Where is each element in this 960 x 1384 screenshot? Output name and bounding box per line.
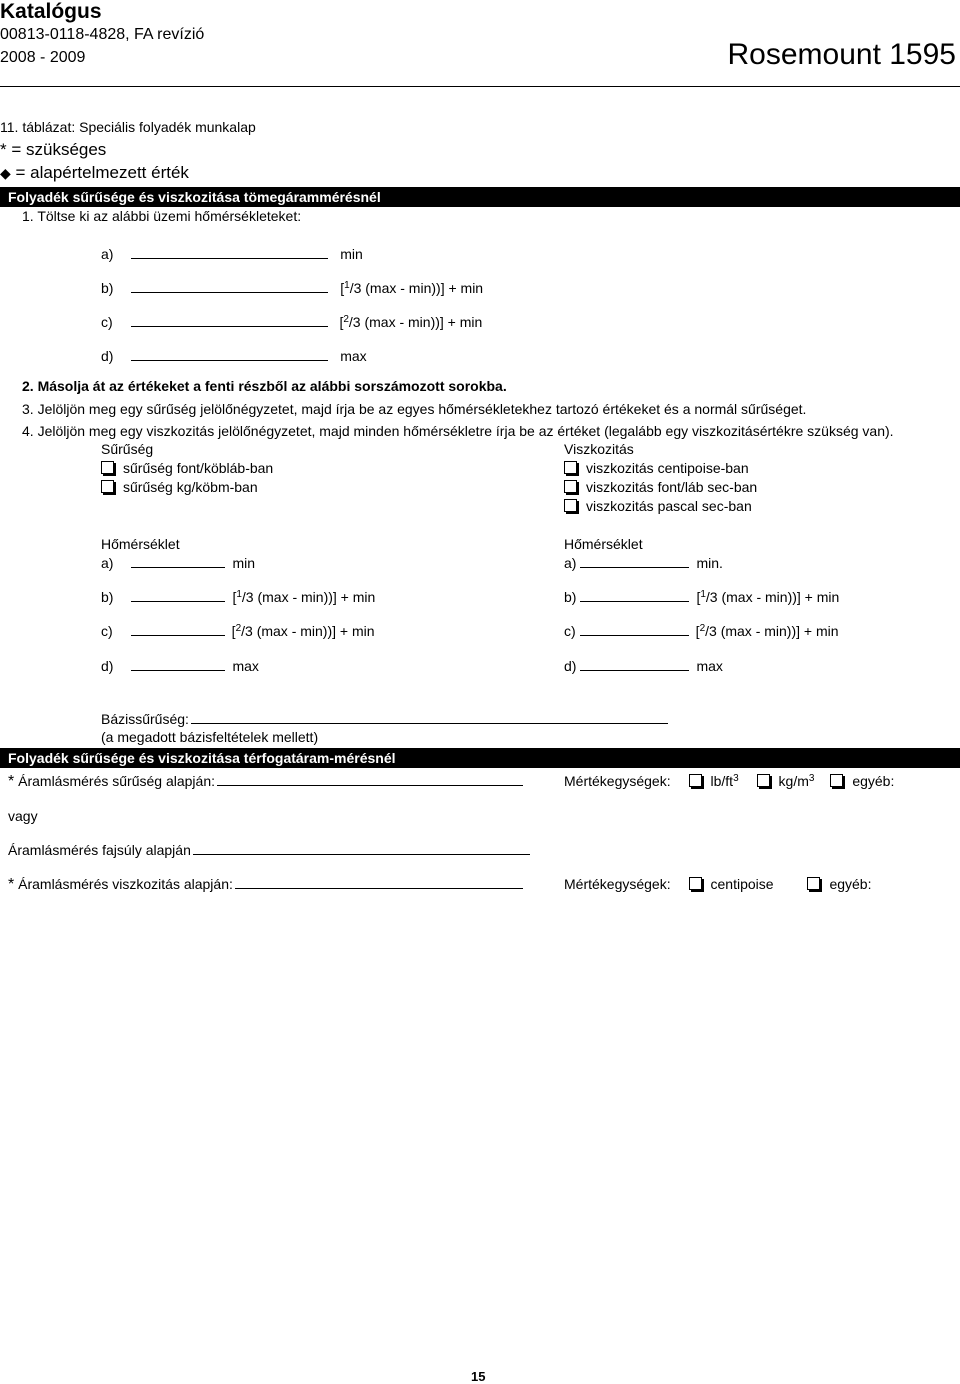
viscosity-heading: Viszkozitás xyxy=(564,441,634,457)
checkbox-icon[interactable] xyxy=(830,774,843,787)
temp-a-field[interactable] xyxy=(131,258,328,259)
density-c-field[interactable] xyxy=(131,635,225,636)
document-number: 00813-0118-4828, FA revízió xyxy=(0,26,205,43)
header-rule xyxy=(0,86,960,87)
table-title: 11. táblázat: Speciális folyadék munkalap xyxy=(0,119,256,135)
temp-b-field[interactable] xyxy=(131,292,328,293)
left-temp-heading: Hőmérséklet xyxy=(101,536,180,552)
step1-text: 1. Töltse ki az alábbi üzemi hőmérsékleteket: xyxy=(22,208,302,224)
flow-sg-field[interactable] xyxy=(193,854,530,855)
checkbox-icon[interactable] xyxy=(807,877,820,890)
base-density-field[interactable] xyxy=(191,723,668,724)
viscosity-c-field[interactable] xyxy=(580,635,689,636)
right-temp-heading: Hőmérséklet xyxy=(564,536,643,552)
step4-text: 4. Jelöljön meg egy viszkozitás jelölőnégyzetet, majd minden hőmérsékletre írja be az értéket (legalább egy viszkozitásértékre szükség van). xyxy=(22,423,894,439)
viscosity-option[interactable]: viszkozitás pascal sec-ban xyxy=(564,498,752,514)
checkbox-icon[interactable] xyxy=(564,499,577,512)
temp-d-field[interactable] xyxy=(131,360,328,361)
base-density-row: Bázissűrűség: xyxy=(101,711,668,727)
left-temp-row: d) max xyxy=(101,658,259,674)
flow-density-row: * Áramlásmérés sűrűség alapján: xyxy=(8,773,523,791)
diamond-icon: ◆ xyxy=(0,165,11,181)
base-density-note: (a megadott bázisfeltételek mellett) xyxy=(101,729,319,745)
left-temp-row: c) [$^2$/3 (max - min))] + min xyxy=(101,623,375,639)
checkbox-icon[interactable] xyxy=(757,774,770,787)
right-temp-row: c) [$^2$/3 (max - min))] + min xyxy=(564,623,839,639)
flow-density-field[interactable] xyxy=(217,785,523,786)
legend-required: * = szükséges xyxy=(0,140,107,159)
page-number: 15 xyxy=(471,1369,486,1384)
density-heading: Sűrűség xyxy=(101,441,154,457)
checkbox-icon[interactable] xyxy=(564,480,577,493)
temp-row: b) [$^1$/3 (max - min))] + min xyxy=(101,280,484,296)
temp-row: c) [$^2$/3 (max - min))] + min xyxy=(101,314,483,330)
step3-text: 3. Jelöljön meg egy sűrűség jelölőnégyzetet, majd írja be az egyes hőmérsékletekhez tartozó értékeket és a normál sűrűséget. xyxy=(22,401,807,417)
units-row-2: Mértékegységek: centipoise egyéb: xyxy=(564,876,872,892)
density-option[interactable]: sűrűség font/köbláb-ban xyxy=(101,460,273,476)
flow-viscosity-field[interactable] xyxy=(235,888,523,889)
density-d-field[interactable] xyxy=(131,670,225,671)
or-text: vagy xyxy=(8,808,38,824)
checkbox-icon[interactable] xyxy=(689,774,702,787)
temp-row: d) max xyxy=(101,348,367,364)
left-temp-row: b) [$^1$/3 (max - min))] + min xyxy=(101,589,376,605)
temp-c-field[interactable] xyxy=(131,326,328,327)
step2-text: 2. Másolja át az értékeket a fenti részből az alábbi sorszámozott sorokba. xyxy=(22,378,507,394)
section1-title: Folyadék sűrűsége és viszkozitása tömegárammérésnél xyxy=(0,187,960,207)
checkbox-icon[interactable] xyxy=(564,461,577,474)
density-option[interactable]: sűrűség kg/köbm-ban xyxy=(101,479,258,495)
flow-sg-row: Áramlásmérés fajsúly alapján xyxy=(8,842,530,858)
viscosity-option[interactable]: viszkozitás font/láb sec-ban xyxy=(564,479,757,495)
density-a-field[interactable] xyxy=(131,567,225,568)
right-temp-row: a) min. xyxy=(564,555,723,571)
document-years: 2008 - 2009 xyxy=(0,49,86,66)
viscosity-a-field[interactable] xyxy=(580,567,689,568)
product-name: Rosemount 1595 xyxy=(727,38,956,71)
viscosity-option[interactable]: viszkozitás centipoise-ban xyxy=(564,460,749,476)
temp-row: a) min xyxy=(101,246,363,262)
catalog-title: Katalógus xyxy=(0,0,102,23)
left-temp-row: a) min xyxy=(101,555,256,571)
flow-viscosity-row: * Áramlásmérés viszkozitás alapján: xyxy=(8,876,523,894)
right-temp-row: b) [$^1$/3 (max - min))] + min xyxy=(564,589,840,605)
checkbox-icon[interactable] xyxy=(689,877,702,890)
viscosity-b-field[interactable] xyxy=(580,601,689,602)
right-temp-row: d) max xyxy=(564,658,723,674)
density-b-field[interactable] xyxy=(131,601,225,602)
viscosity-d-field[interactable] xyxy=(580,670,689,671)
units-row-1: Mértékegységek: $lb/ft^3$ $kg/m^3$ egyéb: xyxy=(564,773,895,789)
section2-title: Folyadék sűrűsége és viszkozitása térfogatáram-mérésnél xyxy=(0,748,960,768)
legend-default: ◆ = alapértelmezett érték xyxy=(0,163,189,182)
checkbox-icon[interactable] xyxy=(101,461,114,474)
checkbox-icon[interactable] xyxy=(101,480,114,493)
